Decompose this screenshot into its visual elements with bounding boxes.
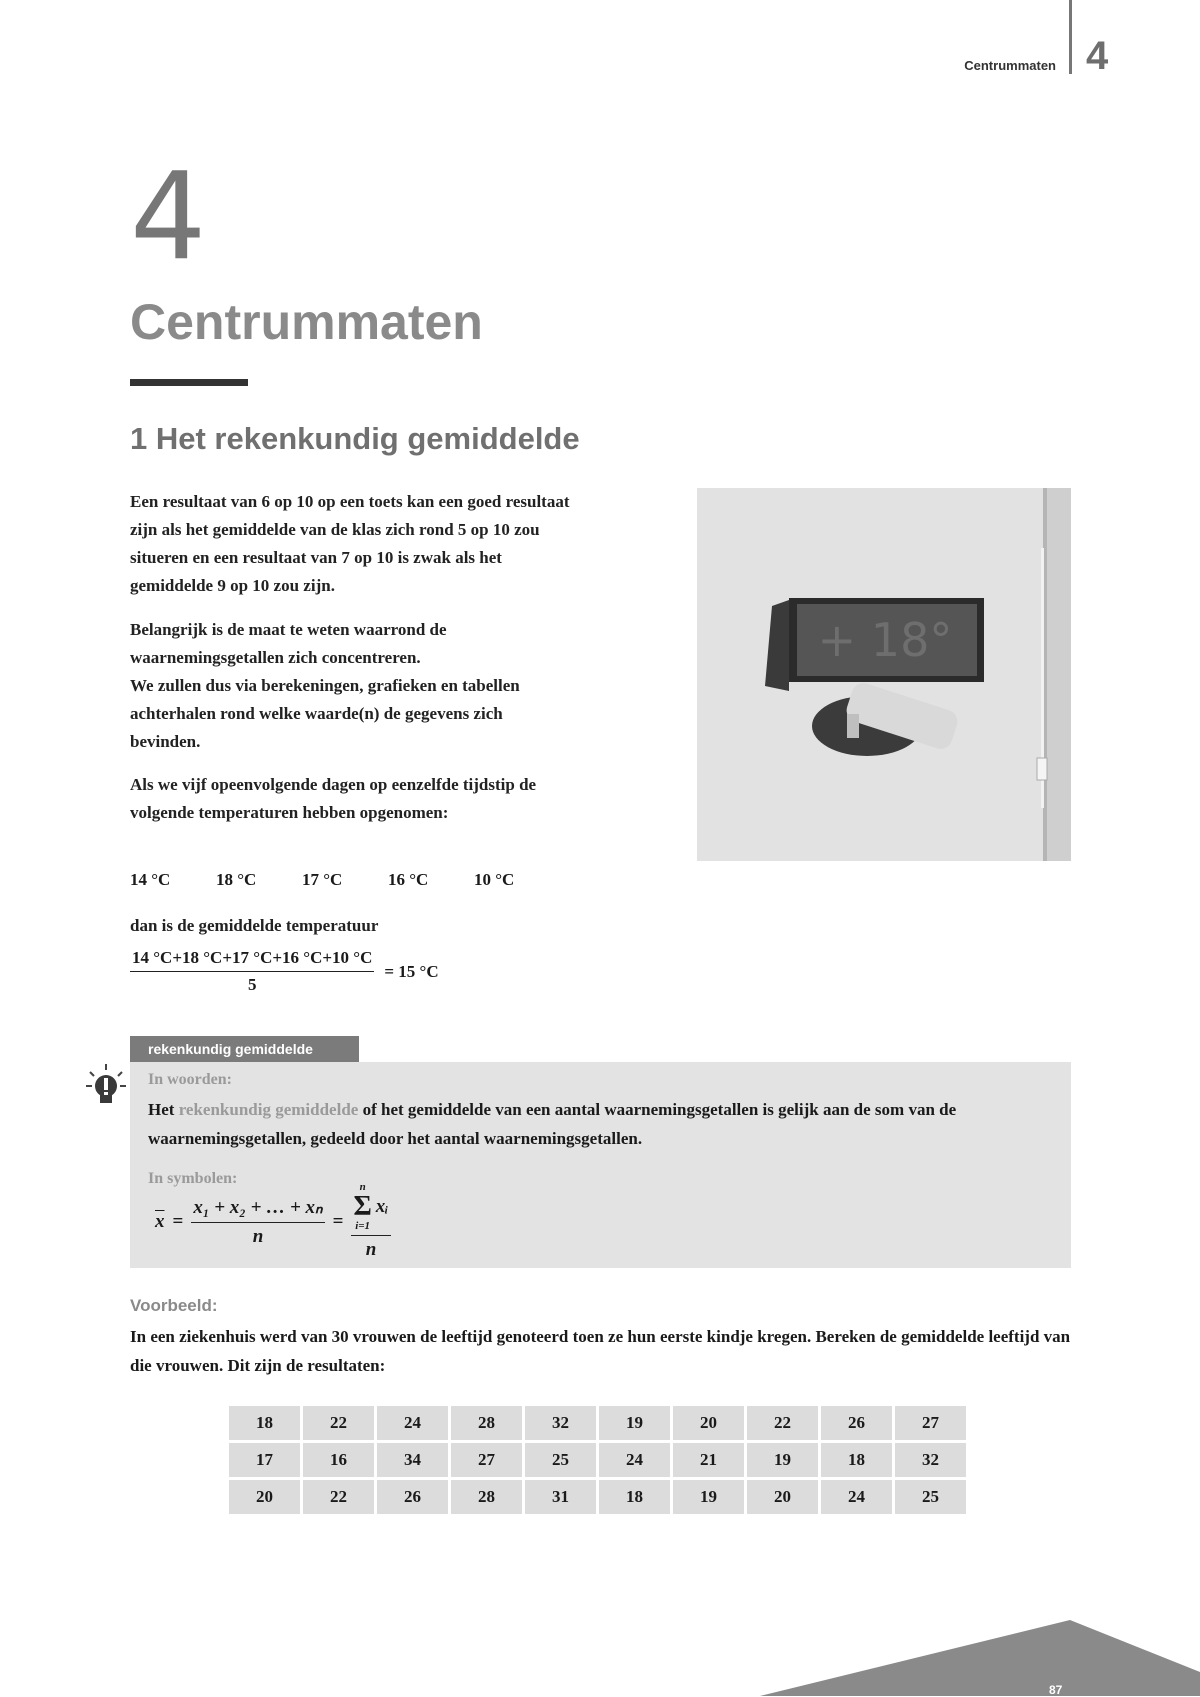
thermometer-display: + 18° [817, 613, 953, 667]
temperature-value: 14 °C [130, 870, 171, 889]
age-cell: 19 [673, 1480, 744, 1514]
example-text: In een ziekenhuis werd van 30 vrouwen de leeftijd genoteerd toen ze hun eerste kindje kregen. Bereken de gemiddelde leeftijd van die vrouwen. Dit zijn de resultaten: [130, 1327, 1071, 1375]
formula-result: = 15 °C [384, 961, 439, 981]
age-cell: 27 [451, 1443, 522, 1477]
age-cell: 22 [303, 1406, 374, 1440]
x-bar-symbol: $\overline{x}$ [155, 1210, 165, 1232]
intro-paragraph-2b: We zullen dus via berekeningen, grafieken en tabellen achterhalen rond welke waarde(n) de gegevens zich bevinden. [130, 676, 520, 751]
sum-fraction [191, 1196, 324, 1248]
age-cell: 20 [229, 1480, 300, 1514]
temperature-value: 10 °C [474, 870, 515, 889]
page-number: 87 [1049, 1683, 1063, 1697]
sigma-upper-limit: n [359, 1181, 366, 1193]
age-cell: 24 [821, 1480, 892, 1514]
in-words-label: In woorden: [148, 1071, 233, 1088]
age-cell: 21 [673, 1443, 744, 1477]
age-cell: 24 [377, 1406, 448, 1440]
age-cell: 28 [451, 1406, 522, 1440]
age-cell: 18 [821, 1443, 892, 1477]
age-cell: 22 [747, 1406, 818, 1440]
age-cell: 19 [599, 1406, 670, 1440]
age-cell: 20 [747, 1480, 818, 1514]
intro-paragraph-4: dan is de gemiddelde temperatuur [130, 916, 379, 935]
age-cell: 24 [599, 1443, 670, 1477]
chapter-number: 4 [130, 148, 203, 287]
age-table [226, 1403, 969, 1517]
age-cell: 20 [673, 1406, 744, 1440]
example-label: Voorbeeld: [130, 1296, 218, 1315]
title-underline [130, 379, 248, 386]
age-cell: 18 [599, 1480, 670, 1514]
age-cell: 16 [303, 1443, 374, 1477]
intro-paragraph-3: Als we vijf opeenvolgende dagen op eenzelfde tijdstip de volgende temperaturen hebben opgenomen: [130, 775, 537, 822]
temperature-value: 16 °C [388, 870, 429, 889]
formula-denominator: 5 [247, 975, 257, 994]
sigma-term: xᵢ [375, 1196, 389, 1217]
section-title: 1 Het rekenkundig gemiddelde [130, 421, 580, 456]
chapter-title: Centrummaten [130, 294, 483, 350]
age-cell: 27 [895, 1406, 966, 1440]
sigma-icon: n Σ i=1 [353, 1181, 372, 1232]
age-cell: 25 [895, 1480, 966, 1514]
footer-decoration [0, 1610, 1200, 1696]
age-cell: 32 [525, 1406, 596, 1440]
age-cell: 25 [525, 1443, 596, 1477]
equals-sign: = [332, 1210, 344, 1232]
age-cell: 34 [377, 1443, 448, 1477]
age-cell: 19 [747, 1443, 818, 1477]
table-row [229, 1443, 966, 1477]
definition-text-start: Het [148, 1100, 179, 1119]
sum-numerator: x₁ + x₂ + … + xₙ [191, 1196, 324, 1223]
age-cell: 26 [821, 1406, 892, 1440]
sigma-numerator [351, 1182, 390, 1236]
age-cell: 18 [229, 1406, 300, 1440]
table-row [229, 1406, 966, 1440]
age-cell: 26 [377, 1480, 448, 1514]
temperature-list [130, 870, 560, 890]
definition-text-rest: of het gemiddelde van een aantal waarnemingsgetallen is gelijk aan de som van de waarnemingsgetallen, gedeeld door het aantal waarnemingsgetallen. [148, 1100, 957, 1148]
age-cell: 32 [895, 1443, 966, 1477]
sum-denominator: n [252, 1225, 264, 1247]
running-header: Centrummaten [964, 58, 1056, 73]
definition-text [148, 1095, 1058, 1153]
definition-tab: rekenkundig gemiddelde [130, 1036, 359, 1062]
age-cell: 22 [303, 1480, 374, 1514]
header-chapter-number: 4 [1086, 34, 1109, 78]
temperature-value: 17 °C [302, 870, 343, 889]
age-cell: 28 [451, 1480, 522, 1514]
definition-term: rekenkundig gemiddelde [178, 1100, 359, 1119]
sigma-fraction [351, 1182, 390, 1261]
equals-sign: = [172, 1210, 184, 1232]
lightbulb-icon [84, 1062, 128, 1106]
formula-fraction [130, 948, 374, 995]
sigma-denominator: n [365, 1239, 377, 1260]
mean-temperature-formula [130, 948, 439, 995]
thermometer-camera-photo [697, 488, 1071, 861]
temperature-value: 18 °C [216, 870, 257, 889]
intro-paragraph-2 [130, 616, 570, 756]
mean-symbol-formula [155, 1182, 391, 1261]
table-row [229, 1480, 966, 1514]
intro-paragraph-2a: Belangrijk is de maat te weten waarrond de waarnemingsgetallen zich concentreren. [130, 620, 447, 667]
sigma-lower-limit: i=1 [355, 1220, 371, 1232]
header-divider [1069, 0, 1072, 74]
in-symbols-label: In symbolen: [148, 1170, 238, 1187]
intro-paragraph-1: Een resultaat van 6 op 10 op een toets kan een goed resultaat zijn als het gemiddelde van de klas zich rond 5 op 10 zou situeren en een resultaat van 7 op 10 is zwak als het gemiddelde 9 op 10 zou zijn. [130, 492, 570, 595]
formula-numerator: 14 °C+18 °C+17 °C+16 °C+10 °C [130, 948, 374, 972]
age-cell: 17 [229, 1443, 300, 1477]
age-cell: 31 [525, 1480, 596, 1514]
